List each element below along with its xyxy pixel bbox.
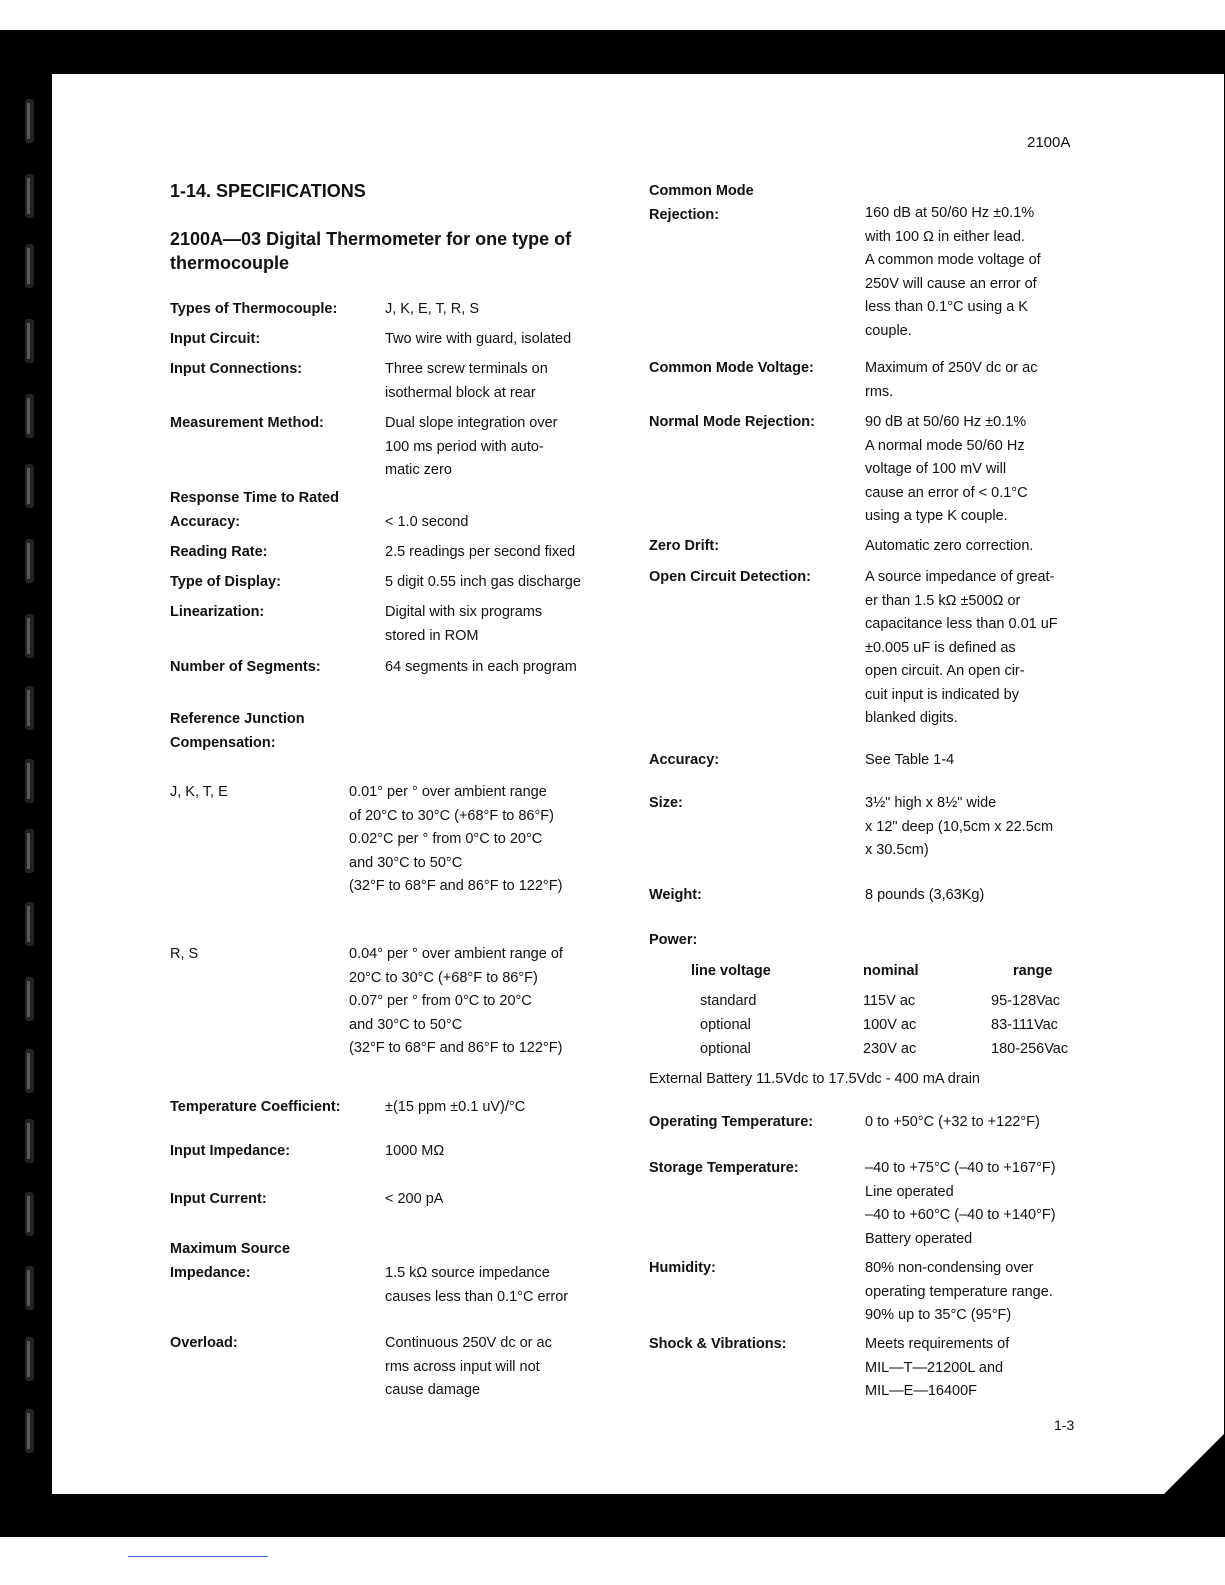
spec-value-humidity: 80% non-condensing over operating temperature range. 90% up to 35°C (95°F) — [865, 1260, 1053, 1323]
spec-value-weight: 8 pounds (3,63Kg) — [865, 887, 985, 903]
binder-tab — [25, 829, 34, 873]
binder-tab — [25, 464, 34, 508]
spec-label-segments: Number of Segments: — [170, 659, 321, 675]
spec-label-thermocouple-types: Types of Thermocouple: — [170, 301, 338, 317]
binder-tab — [25, 1049, 34, 1093]
spec-label-input-circuit: Input Circuit: — [170, 331, 261, 347]
power-row-line-voltage: optional — [700, 1017, 751, 1033]
spec-value-temperature-coefficient: ±(15 ppm ±0.1 uV)/°C — [385, 1099, 526, 1115]
spec-label-input-connections: Input Connections: — [170, 361, 303, 377]
spec-value-input-circuit: Two wire with guard, isolated — [385, 331, 572, 347]
spec-label-input-impedance: Input Impedance: — [170, 1143, 291, 1159]
binder-tab — [25, 99, 34, 143]
spec-value-input-current: < 200 pA — [385, 1191, 444, 1207]
spec-value-reading-rate: 2.5 readings per second fixed — [385, 544, 576, 560]
spec-label-max-source-impedance: Maximum Source Impedance: — [170, 1241, 291, 1281]
spec-label-power: Power: — [649, 932, 698, 948]
binder-tab — [25, 394, 34, 438]
binder-tab — [25, 977, 34, 1021]
spec-value-rs: 0.04° per ° over ambient range of 20°C to 30°C (+68°F to 86°F) 0.07° per ° from 0°C to 20°C and 30°C to 50°C (32°F to 68°F and 86°F to 122°F) — [349, 946, 563, 1056]
spec-label-display-type: Type of Display: — [170, 574, 281, 590]
binder-tab — [25, 539, 34, 583]
binder-tab — [25, 759, 34, 803]
spec-value-thermocouple-types: J, K, E, T, R, S — [385, 301, 480, 317]
power-header-line-voltage: line voltage — [691, 963, 771, 979]
power-row-range: 95-128Vac — [991, 993, 1061, 1009]
spec-label-weight: Weight: — [649, 887, 702, 903]
power-header-nominal: nominal — [863, 963, 919, 979]
binder-tab — [25, 1192, 34, 1236]
spec-value-max-source-impedance: 1.5 kΩ source impedance causes less than 0.1°C error — [385, 1265, 569, 1305]
divider — [128, 1556, 268, 1557]
power-row-nominal: 115V ac — [863, 993, 916, 1009]
section-title: 1-14. SPECIFICATIONS — [170, 181, 366, 201]
spec-label-rs: R, S — [170, 946, 199, 962]
power-row-line-voltage: optional — [700, 1041, 751, 1057]
binder-tab — [25, 1266, 34, 1310]
binder-tab — [25, 319, 34, 363]
spec-value-open-circuit-detection: A source impedance of great- er than 1.5 kΩ ±500Ω or capacitance less than 0.01 uF ±0.005 uF is defined as open circuit. An open cir- cuit input is indicated by blanked digits. — [865, 569, 1058, 726]
spec-value-overload: Continuous 250V dc or ac rms across input will not cause damage — [385, 1335, 552, 1398]
spec-label-shock-vibrations: Shock & Vibrations: — [649, 1336, 787, 1352]
binder-edge — [17, 74, 51, 1494]
spec-label-reading-rate: Reading Rate: — [170, 544, 268, 560]
spec-value-linearization: Digital with six programs stored in ROM — [385, 604, 543, 644]
spec-label-reference-junction: Reference Junction Compensation: — [170, 711, 305, 751]
spec-value-storage-temperature: –40 to +75°C (–40 to +167°F) Line operated –40 to +60°C (–40 to +140°F) Battery operated — [865, 1160, 1056, 1247]
manual-page — [52, 74, 1224, 1494]
spec-value-common-mode-voltage: Maximum of 250V dc or ac rms. — [865, 360, 1038, 400]
power-row-nominal: 230V ac — [863, 1041, 917, 1057]
spec-label-common-mode-voltage: Common Mode Voltage: — [649, 360, 814, 376]
spec-label-operating-temperature: Operating Temperature: — [649, 1114, 814, 1130]
spec-value-input-connections: Three screw terminals on isothermal block at rear — [385, 361, 548, 401]
spec-label-measurement-method: Measurement Method: — [170, 415, 324, 431]
spec-label-storage-temperature: Storage Temperature: — [649, 1160, 799, 1176]
spec-value-shock-vibrations: Meets requirements of MIL—T—21200L and MIL—E—16400F — [865, 1336, 1010, 1399]
spec-label-size: Size: — [649, 795, 683, 811]
power-row-range: 83-111Vac — [991, 1017, 1058, 1033]
spec-value-common-mode-rejection: 160 dB at 50/60 Hz ±0.1% with 100 Ω in either lead. A common mode voltage of 250V will cause an error of less than 0.1°C using a K couple. — [865, 205, 1041, 339]
binder-tab — [25, 686, 34, 730]
power-row-range: 180-256Vac — [991, 1041, 1069, 1057]
power-row-nominal: 100V ac — [863, 1017, 917, 1033]
spec-label-normal-mode-rejection: Normal Mode Rejection: — [649, 414, 815, 430]
spec-value-size: 3½" high x 8½" wide x 12" deep (10,5cm x 22.5cm x 30.5cm) — [865, 795, 1054, 858]
spec-value-display-type: 5 digit 0.55 inch gas discharge — [385, 574, 581, 590]
spec-value-input-impedance: 1000 MΩ — [385, 1143, 445, 1159]
binder-tab — [25, 1119, 34, 1163]
spec-value-normal-mode-rejection: 90 dB at 50/60 Hz ±0.1% A normal mode 50/60 Hz voltage of 100 mV will cause an error of < 0.1°C using a type K couple. — [865, 414, 1028, 524]
spec-label-input-current: Input Current: — [170, 1191, 267, 1207]
page-number: 1-3 — [1054, 1417, 1075, 1433]
spec-value-measurement-method: Dual slope integration over 100 ms period with auto- matic zero — [385, 415, 558, 478]
torn-page-corner — [1164, 1434, 1224, 1494]
spec-value-jkte: 0.01° per ° over ambient range of 20°C to 30°C (+68°F to 86°F) 0.02°C per ° from 0°C to 20°C and 30°C to 50°C (32°F to 68°F and 86°F to 122°F) — [349, 784, 563, 894]
binder-tab — [25, 1409, 34, 1453]
spec-value-operating-temperature: 0 to +50°C (+32 to +122°F) — [865, 1114, 1040, 1130]
spec-label-jkte: J, K, T, E — [170, 784, 228, 800]
spec-label-open-circuit-detection: Open Circuit Detection: — [649, 569, 811, 585]
binder-tab — [25, 244, 34, 288]
spec-label-response-time: Response Time to Rated Accuracy: — [170, 490, 339, 530]
spec-label-accuracy: Accuracy: — [649, 752, 720, 768]
bottom-margin-band — [0, 1537, 1225, 1585]
spec-value-accuracy: See Table 1-4 — [865, 752, 955, 768]
top-margin-band — [0, 0, 1225, 30]
spec-value-response-time: < 1.0 second — [385, 514, 469, 530]
binder-tab — [25, 174, 34, 218]
power-row-line-voltage: standard — [700, 993, 757, 1009]
power-battery-note: External Battery 11.5Vdc to 17.5Vdc - 400 mA drain — [649, 1071, 981, 1087]
binder-tab — [25, 1337, 34, 1381]
spec-label-overload: Overload: — [170, 1335, 238, 1351]
power-header-range: range — [1013, 963, 1053, 979]
spec-value-segments: 64 segments in each program — [385, 659, 577, 675]
spec-value-zero-drift: Automatic zero correction. — [865, 538, 1034, 554]
spec-label-common-mode-rejection: Common Mode Rejection: — [649, 183, 754, 223]
document-subtitle: 2100A—03 Digital Thermometer for one type of thermocouple — [170, 229, 572, 273]
spec-label-zero-drift: Zero Drift: — [649, 538, 720, 554]
binder-tab — [25, 614, 34, 658]
binder-tab — [25, 902, 34, 946]
spec-label-temperature-coefficient: Temperature Coefficient: — [170, 1099, 341, 1115]
spec-label-humidity: Humidity: — [649, 1260, 716, 1276]
spec-label-linearization: Linearization: — [170, 604, 265, 620]
header-model: 2100A — [1027, 134, 1071, 151]
